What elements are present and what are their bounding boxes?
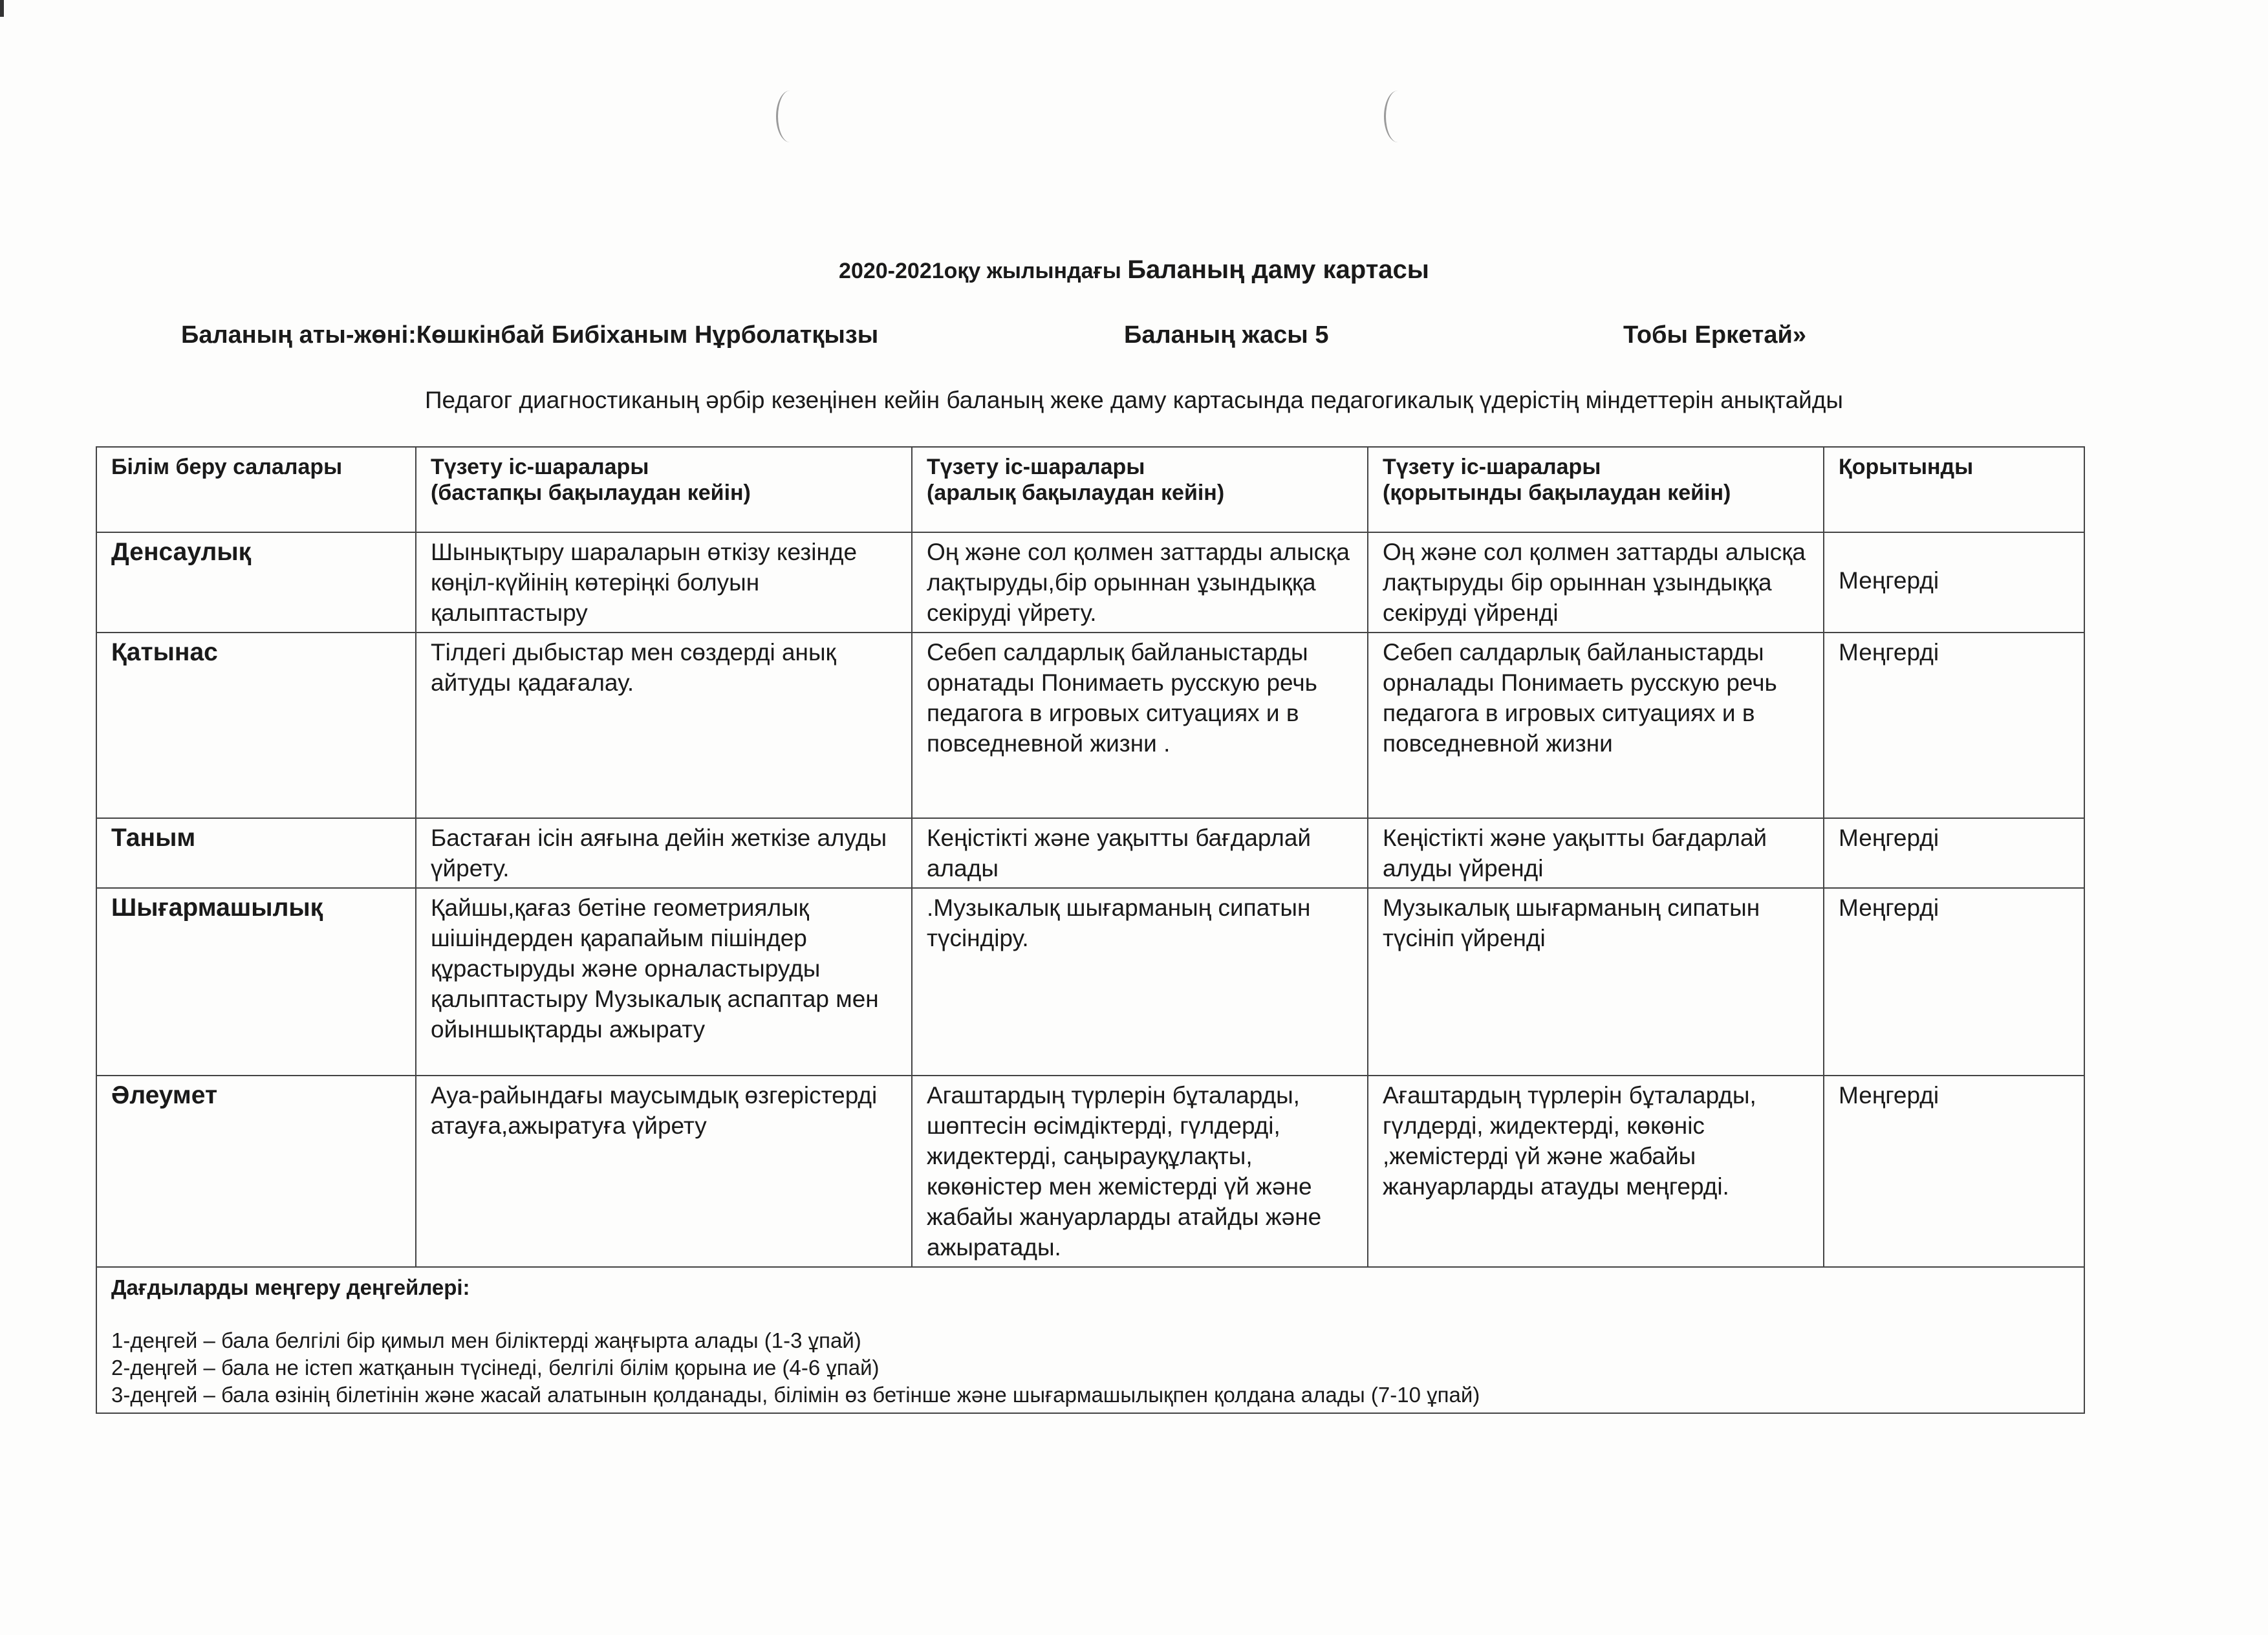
header-cell: Қорытынды xyxy=(1824,447,2084,532)
final-cell: Ағаштардың түрлерін бұталарды, гүлдерді, жидектерді, көкөніс ,жемістерді үй және жабайы жануарларды атауды меңгерді. xyxy=(1368,1076,1824,1267)
levels-footer-row xyxy=(96,1267,2084,1413)
intermediate-cell: Оң және сол қолмен заттарды алысқа лақтыруды,бір орыннан ұзындыққа секіруді үйрету. xyxy=(912,532,1368,633)
scan-edge-mark xyxy=(0,0,4,17)
title-main: Баланың даму картасы xyxy=(1127,255,1429,284)
table-row xyxy=(96,818,2084,888)
level-2: 2-деңгей – бала не істеп жатқанын түсінеді, белгілі білім қорына ие (4-6 ұпай) xyxy=(111,1356,880,1380)
area-cell: Денсаулық xyxy=(96,532,416,633)
initial-cell: Бастаған ісін аяғына дейін жеткізе алуды үйрету. xyxy=(416,818,912,888)
punch-hole-mark xyxy=(1384,91,1412,142)
table-header-row xyxy=(96,447,2084,532)
table-row xyxy=(96,633,2084,818)
final-cell: Кеңістікті және уақытты бағдарлай алуды үйренді xyxy=(1368,818,1824,888)
table-row xyxy=(96,888,2084,1076)
level-1: 1-деңгей – бала белгілі бір қимыл мен біліктерді жаңғырта алады (1-3 ұпай) xyxy=(111,1328,861,1352)
child-name: Баланың аты-жөні:Көшкінбай Бибіханым Нұрболатқызы xyxy=(181,321,879,349)
header-cell: Түзету іс-шаралары (аралық бақылаудан кейін) xyxy=(912,447,1368,532)
area-cell: Таным xyxy=(96,818,416,888)
punch-hole-mark xyxy=(776,91,804,142)
header-cell: Білім беру салалары xyxy=(96,447,416,532)
initial-cell: Ауа-райындағы маусымдық өзгерістерді атауға,ажыратуға үйрету xyxy=(416,1076,912,1267)
result-cell: Меңгерді xyxy=(1824,888,2084,1076)
result-cell: Меңгерді xyxy=(1824,818,2084,888)
development-table xyxy=(96,446,2085,1414)
initial-cell: Шынықтыру шараларын өткізу кезінде көңіл-күйінің көтеріңкі болуын қалыптастыру xyxy=(416,532,912,633)
levels-footer xyxy=(96,1267,2084,1413)
table-row xyxy=(96,1076,2084,1267)
table-row xyxy=(96,532,2084,633)
result-cell: Меңгерді xyxy=(1824,532,2084,633)
area-cell: Шығармашылық xyxy=(96,888,416,1076)
title-prefix: 2020-2021оқу жылындағы xyxy=(839,259,1128,283)
header-cell: Түзету іс-шаралары (бастапқы бақылаудан кейін) xyxy=(416,447,912,532)
intermediate-cell: Себеп салдарлық байланыстарды орнатады Понимаеть русскую речь педагога в игровых ситуациях и в повседневной жизни . xyxy=(912,633,1368,818)
intro-text: Педагог диагностиканың әрбір кезеңінен кейін баланың жеке даму картасында педагогикалық үдерістің міндеттерін анықтайды xyxy=(424,387,1844,413)
intermediate-cell: Агаштардың түрлерін бұталарды, шөптесін өсімдіктерді, гүлдерді, жидектерді, саңырауқұлақты, көкөністер мен жемістерді үй және жабайы жануарларды атайды және ажыратады. xyxy=(912,1076,1368,1267)
level-3: 3-деңгей – бала өзінің білетінін және жасай алатынын қолданады, білімін өз бетінше және шығармашылықпен қолдана алады (7-10 ұпай) xyxy=(111,1383,1480,1407)
final-cell: Себеп салдарлық байланыстарды орналады Понимаеть русскую речь педагога в игровых ситуациях и в повседневной жизни xyxy=(1368,633,1824,818)
header-cell: Түзету іс-шаралары (қорытынды бақылаудан кейін) xyxy=(1368,447,1824,532)
result-cell: Меңгерді xyxy=(1824,1076,2084,1267)
child-group: Тобы Еркетай» xyxy=(1623,321,1806,349)
initial-cell: Тілдегі дыбыстар мен сөздерді анық айтуды қадағалау. xyxy=(416,633,912,818)
intermediate-cell: Кеңістікті және уақытты бағдарлай алады xyxy=(912,818,1368,888)
child-age: Баланың жасы 5 xyxy=(1124,321,1329,349)
initial-cell: Қайшы,қағаз бетіне геометриялық шішіндерден қарапайым пішіндер құрастыруды және орналастыруды қалыптастыру Музыкалық аспаптар мен ойыншықтарды ажырату xyxy=(416,888,912,1076)
page-title xyxy=(0,255,2268,285)
final-cell: Музыкалық шығарманың сипатын түсініп үйренді xyxy=(1368,888,1824,1076)
final-cell: Оң және сол қолмен заттарды алысқа лақтыруды бір орыннан ұзындыққа секіруді үйренді xyxy=(1368,532,1824,633)
area-cell: Әлеумет xyxy=(96,1076,416,1267)
intermediate-cell: .Музыкалық шығарманың сипатын түсіндіру. xyxy=(912,888,1368,1076)
result-cell: Меңгерді xyxy=(1824,633,2084,818)
levels-title: Дағдыларды меңгеру деңгейлері: xyxy=(111,1275,470,1299)
area-cell: Қатынас xyxy=(96,633,416,818)
